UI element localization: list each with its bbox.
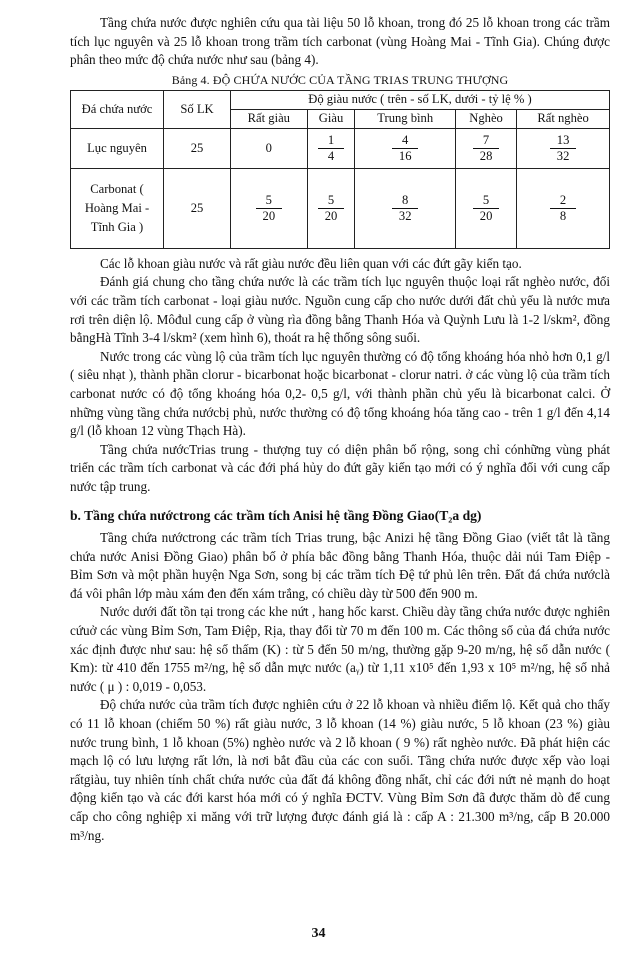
fraction-count: 5	[256, 193, 282, 209]
cell-very-rich	[231, 168, 308, 248]
row-borehole-count: 25	[164, 128, 231, 168]
fraction-count: 13	[550, 133, 576, 149]
cell-very-rich: 0	[231, 128, 308, 168]
body-paragraph: Độ chứa nước của trầm tích được nghiên cứu ở 22 lỗ khoan và nhiều điểm lộ. Kết quả cho thấy có 11 lỗ khoan (chiếm 50 %) rất giàu nước, 3 lỗ khoan (14 %) giàu nước, 5 lỗ khoan (23 %) giàu nước trung bình, 1 lỗ khoan (5%) nghèo nước và 2 lỗ khoan ( 9 %) rất nghèo nước. Đã phát hiện các mạch lộ có lưu lượng rất lớn, là nơi bắt đầu của các con suối. Tầng chứa nước được xếp vào loại rấtgiàu, tuy nhiên tính chất chứa nước của đất đá không đồng nhất, chỉ các đới nứt nẻ mạnh do hoạt động kiến tạo và các đới karst hóa mới có ý nghĩa ĐCTV. Vùng Bỉm Sơn đã được thăm dò để cung cấp cho công nghiệp xi măng với trữ lượng được đánh giá là : cấp A : 21.300 m³/ng, cấp B 20.000 m³/ng.	[70, 697, 610, 843]
fraction-count: 1	[318, 133, 344, 149]
row-borehole-count: 25	[164, 168, 231, 248]
cell-poor	[456, 128, 517, 168]
fraction-percent: 20	[324, 208, 338, 223]
row-name: Lục nguyên	[71, 128, 164, 168]
body-paragraph: Nước trong các vùng lộ của trầm tích lục nguyên thường có độ tổng khoáng hóa nhỏ hơn 0,1 g/l ( siêu nhạt ), thành phần clorur - bicarbonat hoặc bicarbonat - clorur natri. ở các vùng lộ của trầm tích carbonat nước có độ tổng khoáng hóa 0,2- 0,5 g/l, với thành phần chủ yếu là bicarbonat calci. Ở những vùng tầng chứa nướcbị phủ, nước thường có độ tổng khoáng hóa tăng cao - trên 1 g/l đến 4,14 g/l (lỗ khoan 12 vùng Thạch Hà).	[70, 348, 610, 439]
section-heading: b. Tầng chứa nướctrong các trầm tích Anisi hệ tầng Đồng Giao(T₂a dg)	[70, 507, 482, 523]
table-row	[71, 128, 610, 168]
fraction-count: 8	[392, 193, 418, 209]
subheader-very-rich: Rất giàu	[231, 109, 308, 128]
fraction-count: 5	[318, 193, 344, 209]
fraction-count: 2	[550, 193, 576, 209]
fraction-percent: 32	[556, 148, 570, 163]
subheader-poor: Nghèo	[456, 109, 517, 128]
water-content-table	[70, 90, 610, 249]
fraction-percent: 16	[398, 148, 412, 163]
fraction-percent: 32	[398, 208, 412, 223]
document-page	[70, 14, 610, 845]
fraction-count: 4	[392, 133, 418, 149]
fraction-percent: 20	[479, 208, 493, 223]
body-paragraph: Tầng chứa nướctrong các trầm tích Trias trung, bậc Anizi hệ tầng Đồng Giao (viết tắt là tầng chứa nước Anisi Đồng Giao) phân bố ở phía bắc đồng bằng Thanh Hóa, thuộc dải núi Tam Điệp - Bỉm Sơn và một phần huyện Nga Sơn, song bị các trầm tích Đệ tứ phủ lên trên. Đất đá chứa nướclà đá vôi phân lớp màu xám đen đến xám trắng, có chiều dày từ 500 đến 900 m.	[70, 530, 610, 601]
header-borehole-count: Số LK	[164, 90, 231, 128]
table-caption: Bảng 4. ĐỘ CHỨA NƯỚC CỦA TẦNG TRIAS TRUNG THƯỢNG	[171, 72, 509, 87]
cell-rich	[307, 168, 355, 248]
header-water-richness: Độ giàu nước ( trên - số LK, dưới - tỷ lệ % )	[231, 90, 610, 109]
cell-very-poor	[517, 168, 610, 248]
fraction-percent: 28	[479, 148, 493, 163]
fraction-count: 7	[473, 133, 499, 149]
fraction-percent: 8	[559, 208, 567, 223]
cell-poor	[456, 168, 517, 248]
fraction-percent: 4	[327, 148, 335, 163]
row-name: Carbonat ( Hoàng Mai - Tĩnh Gia )	[71, 168, 164, 248]
fraction-percent: 20	[262, 208, 276, 223]
intro-paragraph: Tầng chứa nước được nghiên cứu qua tài liệu 50 lỗ khoan, trong đó 25 lỗ khoan trong các trầm tích lục nguyên và 25 lỗ khoan trong trầm tích carbonat (vùng Hoàng Mai - Tĩnh Gia). Chúng được phân theo mức độ chứa nước như sau (bảng 4).	[70, 15, 610, 68]
subheader-rich: Giàu	[307, 109, 355, 128]
cell-medium	[355, 168, 456, 248]
header-rock-type: Đá chứa nước	[71, 90, 164, 128]
cell-medium	[355, 128, 456, 168]
subheader-very-poor: Rất nghèo	[517, 109, 610, 128]
body-paragraph: Tầng chứa nướcTrias trung - thượng tuy có diện phân bố rộng, song chỉ cónhững vùng phát triển các trầm tích carbonat và các đới phá hủy do đứt gãy kiến tạo mới có ý nghĩa đối với cung cấp nước tập trung.	[70, 441, 610, 494]
subheader-medium: Trung bình	[355, 109, 456, 128]
body-paragraph: Đánh giá chung cho tầng chứa nước là các trầm tích lục nguyên thuộc loại rất nghèo nước, đối với các trầm tích carbonat - loại giàu nước. Nguồn cung cấp cho nước dưới đất chủ yếu là nước mưa rơi trên diện lộ. Môđul cung cấp ở vùng rìa đồng bằng Thanh Hóa và Quỳnh Lưu là 1-2 l/skm², đồng bằngHà Tĩnh 3-4 l/skm² (xem hình 6), thoát ra hệ thống sông suối.	[70, 274, 610, 346]
body-paragraph: Các lỗ khoan giàu nước và rất giàu nước đều liên quan với các đứt gãy kiến tạo.	[100, 255, 522, 271]
cell-rich	[307, 128, 355, 168]
fraction-count: 5	[473, 193, 499, 209]
table-row	[71, 168, 610, 248]
page-number: 34	[311, 926, 326, 941]
body-paragraph: Nước dưới đất tồn tại trong các khe nứt , hang hốc karst. Chiều dày tầng chứa nước được nghiên cứuở các vùng Bỉm Sơn, Tam Điệp, Rịa, thay đổi từ 70 m đến 100 m. Các thông số của đá chứa nước xác định được như sau: hệ số thấm (K) : từ 5 đến 50 m/ng, thường gặp 9-20 m/ng, hệ số dẫn nước ( Km): từ 410 đến 1755 m²/ng, hệ số dẫn mực nước (aᵧ) từ 1,11 x10⁵ đến 1,93 x 10⁵ m²/ng, hệ số nhả nước ( μ ) : 0,019 - 0,053.	[70, 604, 610, 694]
cell-very-poor	[517, 128, 610, 168]
